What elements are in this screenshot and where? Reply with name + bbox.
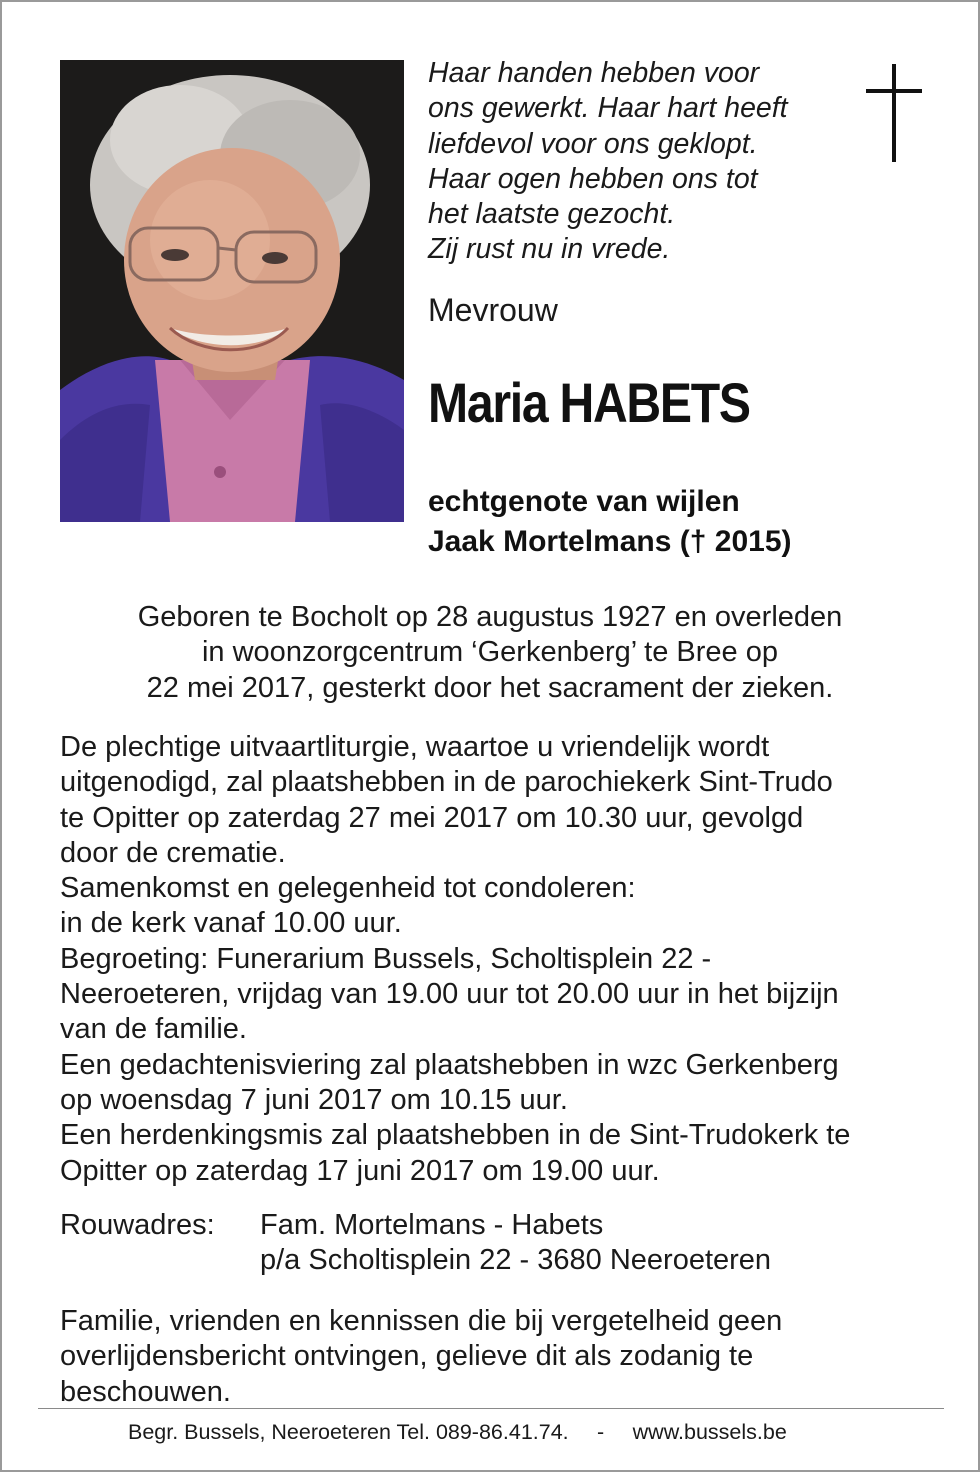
body-line: uitgenodigd, zal plaatshebben in de parochiekerk Sint-Trudo (60, 766, 833, 799)
poem-line: het laatste gezocht. (428, 198, 676, 231)
funeral-details (60, 730, 940, 1189)
honorific-title: Mevrouw (428, 292, 558, 328)
poem-line: liefdevol voor ons geklopt. (428, 127, 758, 160)
birth-death-line: 22 mei 2017, gesterkt door het sacrament der zieken. (146, 671, 834, 704)
portrait-photo (60, 60, 404, 522)
closing-line: beschouwen. (60, 1375, 231, 1408)
body-line: Opitter op zaterdag 17 juni 2017 om 19.00 uur. (60, 1154, 660, 1187)
poem-line: Zij rust nu in vrede. (428, 233, 671, 266)
body-line: op woensdag 7 juni 2017 om 10.15 uur. (60, 1083, 568, 1116)
birth-death-line: in woonzorgcentrum ‘Gerkenberg’ te Bree op (201, 636, 778, 669)
body-line: Een gedachtenisviering zal plaatshebben in wzc Gerkenberg (60, 1048, 839, 1081)
closing-note (60, 1304, 940, 1410)
footer-separator: - (597, 1420, 605, 1444)
poem-line: Haar ogen hebben ons tot (428, 162, 758, 195)
body-line: Begroeting: Funerarium Bussels, Scholtisplein 22 - (60, 942, 712, 975)
poem-line: Haar handen hebben voor (428, 57, 760, 89)
latin-cross-icon (866, 64, 922, 162)
body-line: te Opitter op zaterdag 27 mei 2017 om 10.30 uur, gevolgd (60, 801, 804, 834)
deceased-name: Maria HABETS (428, 371, 750, 434)
body-line: in de kerk vanaf 10.00 uur. (60, 907, 402, 940)
body-line: Samenkomst en gelegenheid tot condoleren: (60, 872, 636, 905)
funeral-home-website: www.bussels.be (632, 1420, 787, 1444)
footer-divider (38, 1408, 944, 1409)
closing-line: overlijdensbericht ontvingen, gelieve dit als zodanig te (60, 1340, 754, 1373)
spouse-line: Jaak Mortelmans († 2015) (428, 525, 792, 558)
address-line: p/a Scholtisplein 22 - 3680 Neeroeteren (260, 1244, 772, 1276)
body-line: Neeroeteren, vrijdag van 19.00 uur tot 20.00 uur in het bijzijn (60, 978, 839, 1011)
body-line: Een herdenkingsmis zal plaatshebben in de Sint-Trudokerk te (60, 1119, 851, 1152)
address-label: Rouwadres: (60, 1209, 215, 1241)
poem-line: ons gewerkt. Haar hart heeft (428, 92, 788, 125)
portrait-illustration (60, 60, 404, 522)
poem (428, 56, 848, 268)
spouse-info (428, 482, 792, 562)
birth-death-line: Geboren te Bocholt op 28 augustus 1927 en overleden (137, 601, 843, 633)
address-line: Fam. Mortelmans - Habets (260, 1209, 604, 1241)
birth-death-statement (2, 600, 978, 706)
body-line: De plechtige uitvaartliturgie, waartoe u vriendelijk wordt (60, 731, 770, 763)
body-line: van de familie. (60, 1013, 247, 1046)
closing-line: Familie, vrienden en kennissen die bij vergetelheid geen (60, 1305, 783, 1337)
funeral-home-contact: Begr. Bussels, Neeroeteren Tel. 089-86.41.74. (128, 1420, 569, 1444)
spouse-line: echtgenote van wijlen (428, 485, 740, 518)
body-line: door de crematie. (60, 836, 286, 869)
footer (128, 1420, 787, 1445)
